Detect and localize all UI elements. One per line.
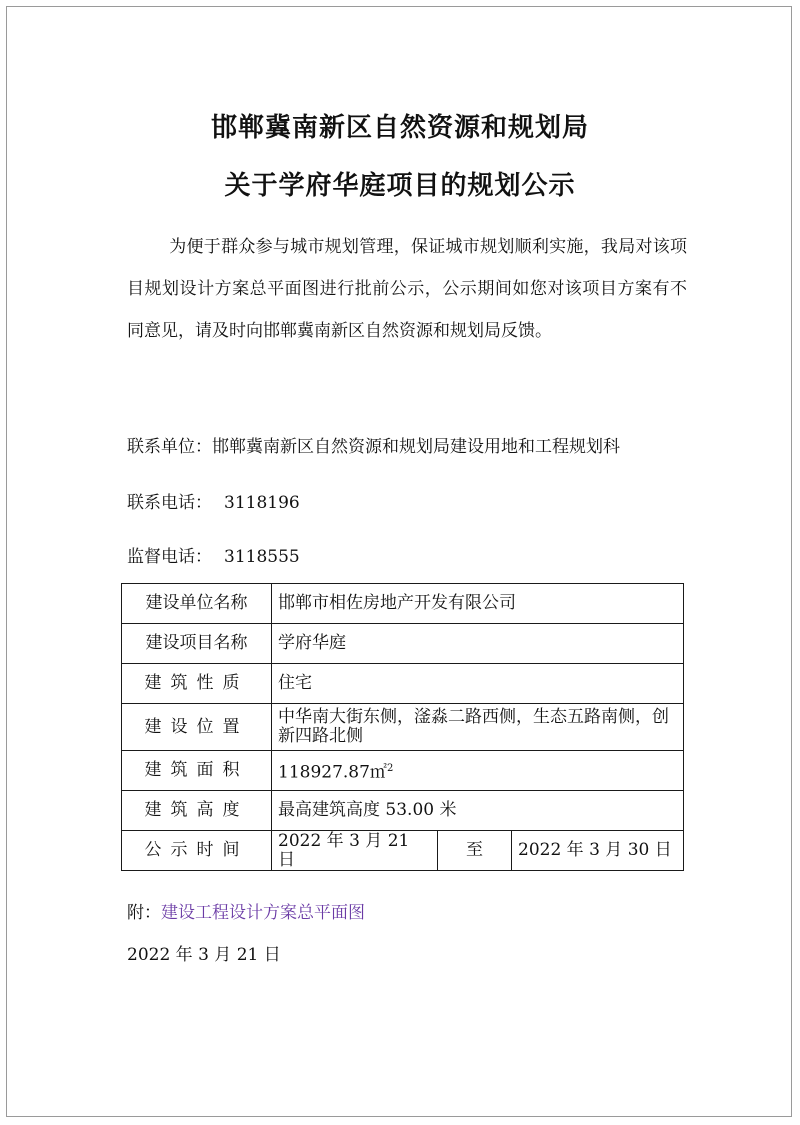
area-unit-superscript: 2 xyxy=(386,762,394,774)
contact-unit xyxy=(127,432,620,457)
building-height-value: 最高建筑高度 53.00 米 xyxy=(272,791,684,831)
project-info-table xyxy=(121,583,684,871)
table-row xyxy=(122,584,684,624)
title-line-1: 邯郸冀南新区自然资源和规划局 xyxy=(210,113,589,143)
table-row xyxy=(122,664,684,704)
publicity-start-date: 2022 年 3 月 21 日 xyxy=(272,831,438,871)
publicity-end-date: 2022 年 3 月 30 日 xyxy=(512,831,684,871)
location-label: 建设位置 xyxy=(122,704,272,751)
project-name-label: 建设项目名称 xyxy=(122,624,272,664)
table-row xyxy=(122,624,684,664)
intro-text: 为便于群众参与城市规划管理，保证城市规划顺利实施，我局对该项目规划设计方案总平面图进行批前公示，公示期间如您对该项目方案有不同意见，请及时向邯郸冀南新区自然资源和规划局反馈。 xyxy=(127,237,687,341)
project-name-value: 学府华庭 xyxy=(272,624,684,664)
table-row xyxy=(122,831,684,871)
table-row xyxy=(122,791,684,831)
contact-unit-value: 邯郸冀南新区自然资源和规划局建设用地和工程规划科 xyxy=(212,437,620,457)
supervise-phone xyxy=(127,542,300,567)
building-area-value: 118927.87㎡ xyxy=(278,762,387,783)
supervise-phone-value: 3118555 xyxy=(224,547,300,567)
table-row xyxy=(122,704,684,751)
construction-unit-value: 邯郸市相佐房地产开发有限公司 xyxy=(272,584,684,624)
publicity-to: 至 xyxy=(438,831,512,871)
building-area-cell xyxy=(272,751,684,791)
contact-phone xyxy=(127,488,300,513)
building-nature-label: 建筑性质 xyxy=(122,664,272,704)
building-height-label: 建筑高度 xyxy=(122,791,272,831)
site-plan-link[interactable]: 建设工程设计方案总平面图 xyxy=(161,903,365,923)
attachment-label: 附： xyxy=(127,903,161,923)
table-row xyxy=(122,751,684,791)
contact-unit-label: 联系单位： xyxy=(127,437,212,457)
contact-phone-label: 联系电话： xyxy=(127,493,212,513)
supervise-phone-label: 监督电话： xyxy=(127,547,212,567)
attachment xyxy=(127,898,365,923)
intro-paragraph xyxy=(127,226,687,352)
building-nature-value: 住宅 xyxy=(272,664,684,704)
contact-phone-value: 3118196 xyxy=(224,493,300,513)
location-value: 中华南大街东侧，滏淼二路西侧，生态五路南侧，创新四路北侧 xyxy=(272,704,684,751)
publish-date: 2022 年 3 月 21 日 xyxy=(127,945,281,965)
title-line-2: 关于学府华庭项目的规划公示 xyxy=(224,171,576,201)
publicity-period-label: 公示时间 xyxy=(122,831,272,871)
building-area-label: 建筑面积 xyxy=(122,751,272,791)
construction-unit-label: 建设单位名称 xyxy=(122,584,272,624)
